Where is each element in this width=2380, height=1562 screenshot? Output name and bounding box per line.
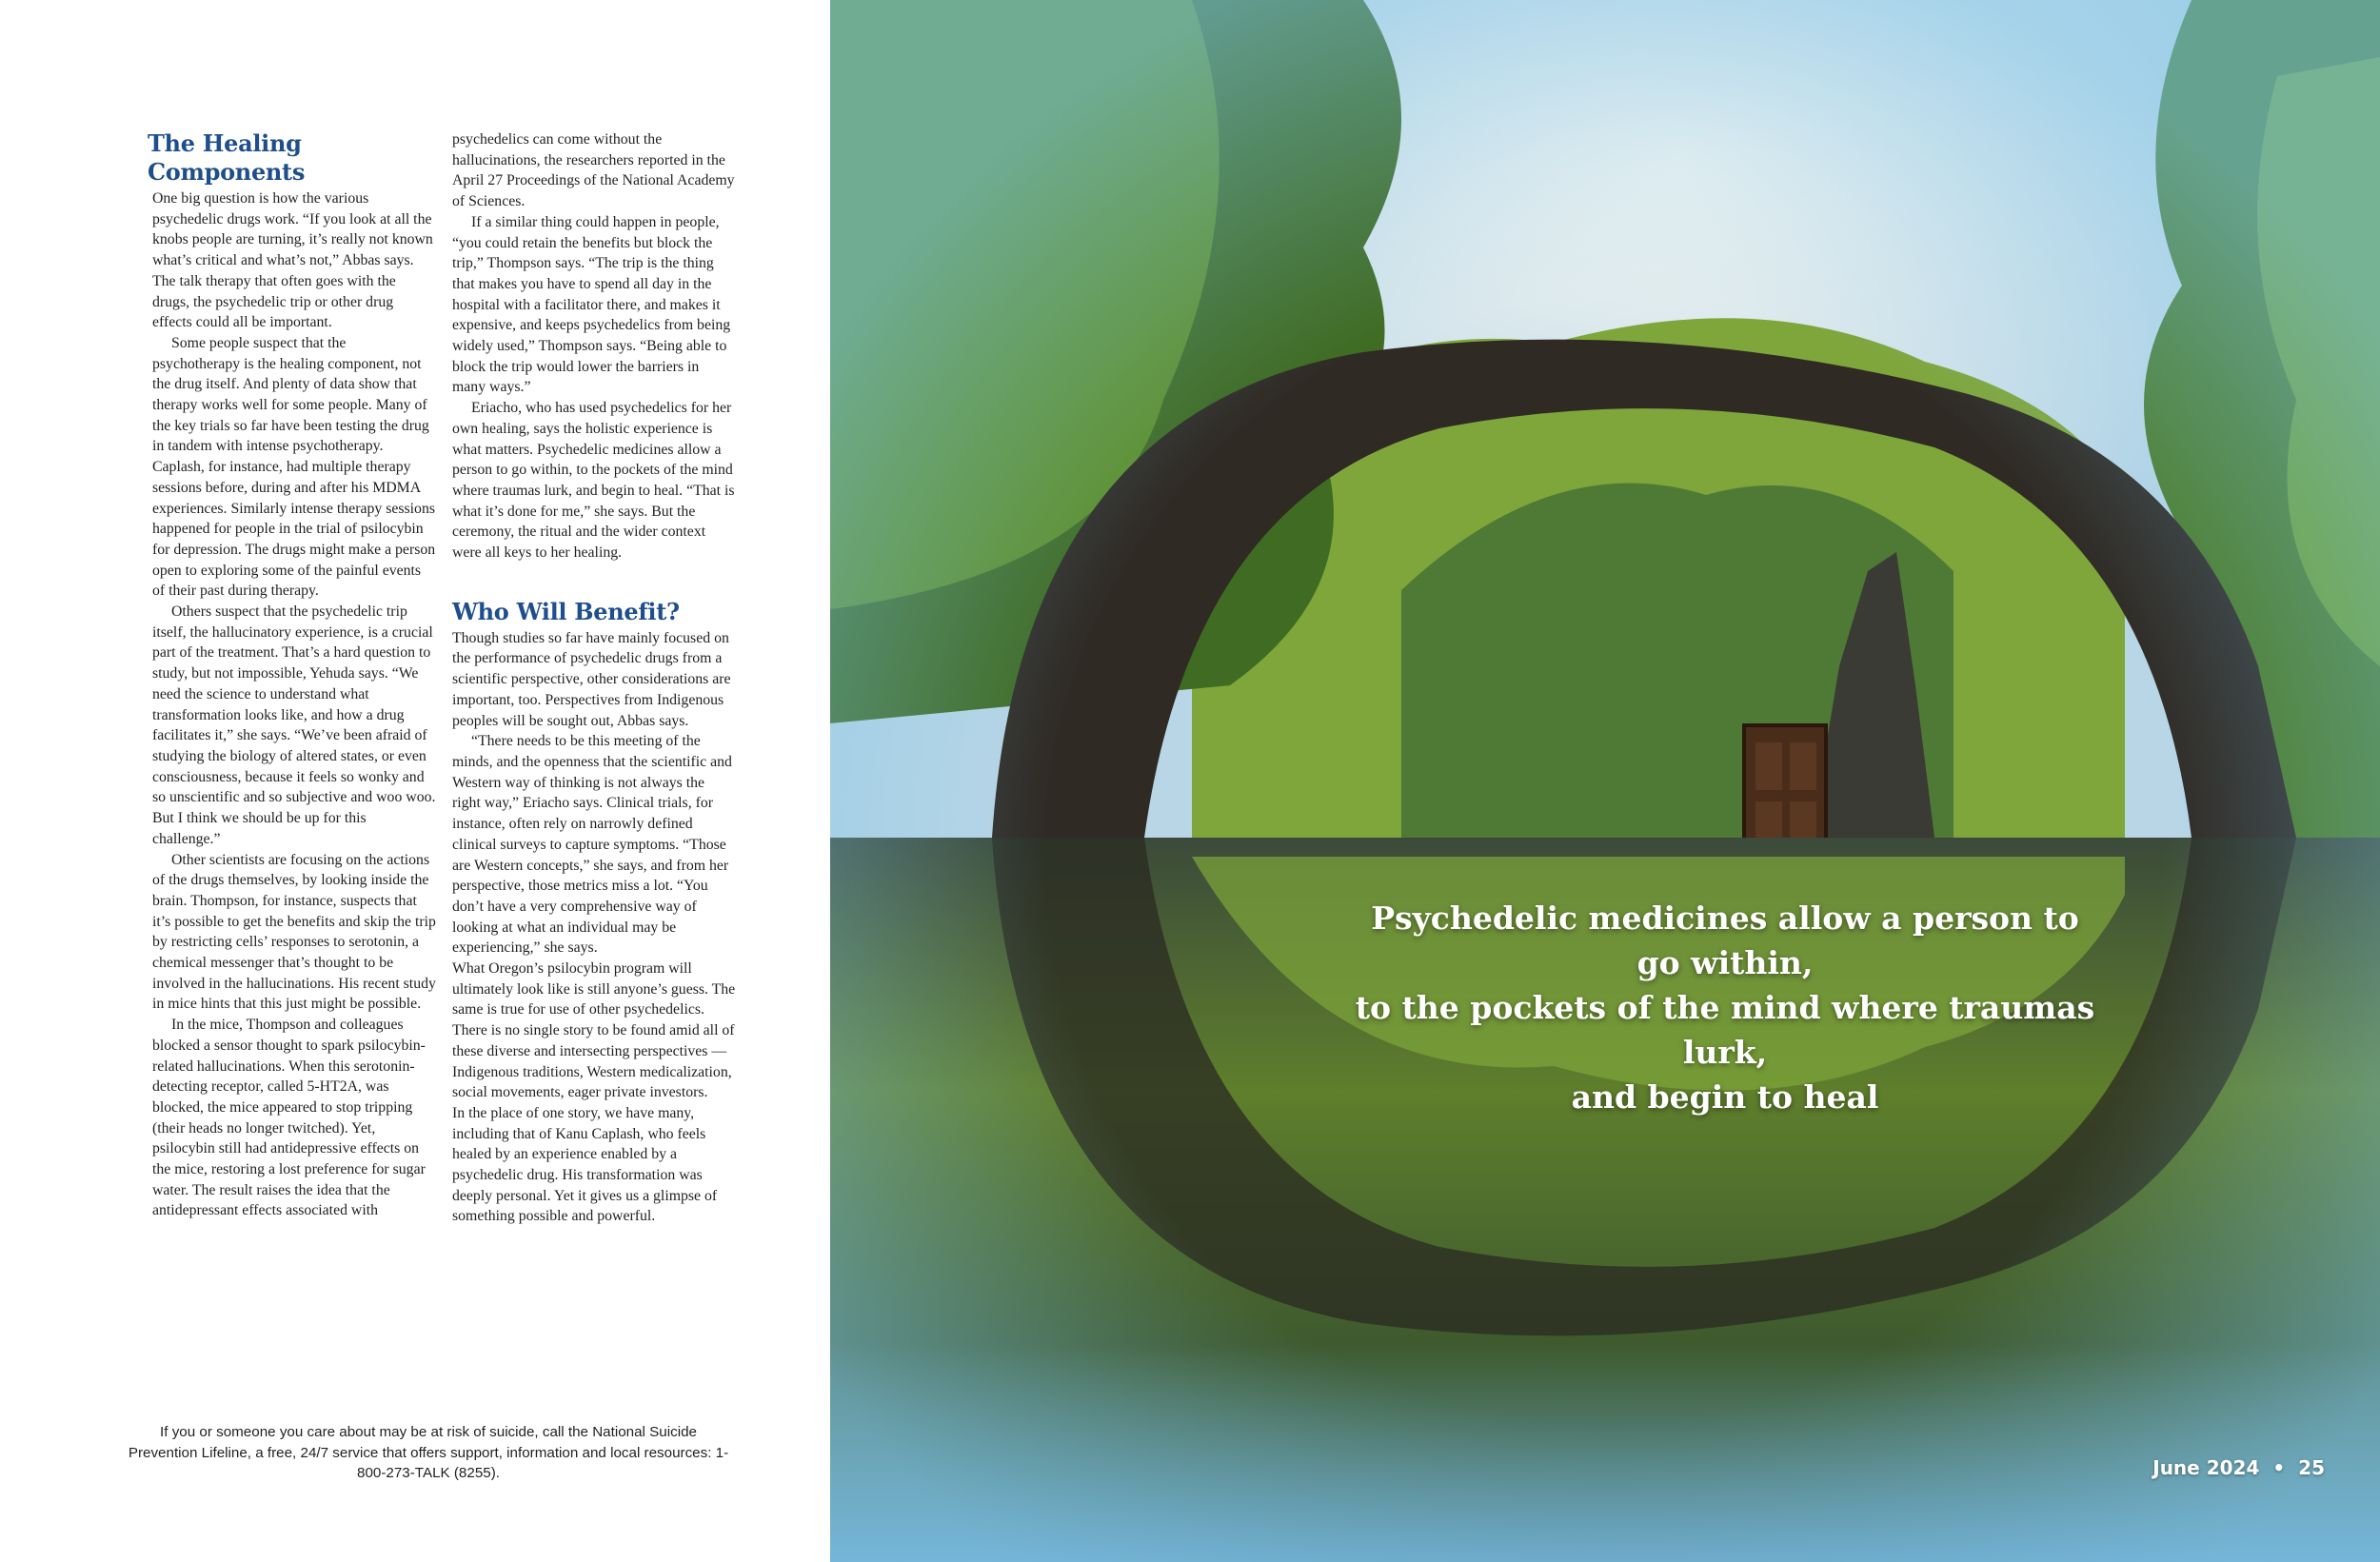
pull-quote-line: to the pockets of the mind where traumas lurk, — [1355, 989, 2095, 1071]
section-heading-who-will-benefit: Who Will Benefit? — [452, 597, 680, 625]
body-paragraph: Other scientists are focusing on the actions of the drugs themselves, by looking inside the brain. Thompson, for instance, suspects that it’s possible to get the benefits and skip the trip by restricting cells’ responses to serotonin, a chemical messenger that’s thought to be involved in the hallucinations. His recent study in mice hints that this just might be possible. — [152, 851, 436, 1013]
body-paragraph: Others suspect that the psychedelic trip itself, the hallucinatory experience, is a crucial part of the treatment. That’s a hard question to study, but not impossible, Yehuda says. “We need the science to understand what transformation looks like, and how a drug facilitates it,” she says. “We’ve been afraid of studying the biology of altered states, or even consciousness, because it feels so wonky and so unscientific and so subjective and woo woo. But I think we should be up for this challenge.” — [152, 603, 436, 847]
body-paragraph: Eriacho, who has used psychedelics for her own healing, says the holistic experience is what matters. Psychedelic medicines allow a person to go within, to the pockets of the mind where traumas lurk, and begin to heal. “That is what it’s done for me,” she says. But the ceremony, the ritual and the wider context were all keys to her healing. — [452, 400, 735, 562]
body-paragraph: Some people suspect that the psychotherapy is the healing component, not the drug itself. And plenty of data show that therapy works well for some people. Many of the key trials so far have been testing the drug in tandem with intense psychotherapy. Caplash, for instance, had multiple therapy sessions before, during and after his MDMA experiences. Similarly intense therapy sessions happened for people in the trial of psilocybin for depression. The drugs might make a person open to exploring some of the painful events of their past during therapy. — [152, 334, 436, 600]
right-page-photo — [830, 0, 2380, 1562]
bullet-separator: • — [2272, 1456, 2286, 1479]
body-paragraph: What Oregon’s psilocybin program will ultimately look like is still anyone’s guess. The same is true for use of other psychedelics. There is no single story to be found amid all of these diverse and intersecting perspectives — Indigenous traditions, Western medicalization, social movements, eager private investors. — [452, 960, 736, 1101]
body-paragraph: In the mice, Thompson and colleagues blocked a sensor thought to spark psilocybin-related hallucinations. When this serotonin-detecting receptor, called 5-HT2A, was blocked, the mice appeared to stop tripping (their heads no longer twitched). Yet, psilocybin still had antidepressive effects on the mice, restoring a lost preference for sugar water. The result raises the idea that the antidepressant effects associated with — [152, 1017, 426, 1219]
left-page — [0, 0, 830, 1562]
body-paragraph: Though studies so far have mainly focused on the performance of psychedelic drugs from a scientific perspective, other considerations are important, too. Perspectives from Indigenous peoples will be sought out, Abbas says. — [452, 629, 731, 729]
body-paragraph: One big question is how the various psychedelic drugs work. “If you look at all the knobs people are turning, it’s really not known what’s critical and what’s not,” Abbas says. The talk therapy that often goes with the drugs, the psychedelic trip or other drug effects could all be important. — [152, 190, 433, 331]
section-heading-healing-components: The Healing Components — [148, 129, 306, 186]
text-column-1 — [148, 129, 436, 1221]
bridge-landscape-illustration — [830, 0, 2380, 1562]
page-folio — [2152, 1456, 2325, 1479]
pull-quote-line: and begin to heal — [1571, 1078, 1879, 1116]
suicide-prevention-footnote: If you or someone you care about may be at risk of suicide, call the National Suicide Prevention Lifeline, a free, 24/7 service that offers support, information and local resources: 1-800-273-TALK (8255). — [128, 1424, 729, 1481]
text-column-2 — [452, 129, 736, 1227]
pull-quote — [1344, 896, 2106, 1119]
body-paragraph: “There needs to be this meeting of the minds, and the openness that the scientific and Western way of thinking is not always the right way,” Eriacho says. Clinical trials, for instance, often rely on narrowly defined clinical surveys to capture symptoms. “Those are Western concepts,” she says, and from her perspective, those metrics miss a lot. “You don’t have a very comprehensive way of looking at what an individual may be experiencing,” she says. — [452, 733, 732, 957]
page-number: 25 — [2298, 1456, 2325, 1479]
body-paragraph: In the place of one story, we have many, including that of Kanu Caplash, who feels healed by an experience enabled by a psychedelic drug. His transformation was deeply personal. Yet it gives us a glimpse of something possible and powerful. — [452, 1104, 718, 1225]
body-paragraph: psychedelics can come without the hallucinations, the researchers reported in the April 27 Proceedings of the National Academy of Sciences. — [452, 131, 735, 210]
body-paragraph: If a similar thing could happen in people, “you could retain the benefits but block the trip,” Thompson says. “The trip is the thing that makes you have to spend all day in the hospital with a facilitator there, and makes it expensive, and keeps psychedelics from being widely used,” Thompson says. “Being able to block the trip would lower the barriers in many ways.” — [452, 213, 731, 396]
issue-date: June 2024 — [2152, 1456, 2260, 1479]
pull-quote-line: Psychedelic medicines allow a person to go within, — [1371, 900, 2079, 981]
